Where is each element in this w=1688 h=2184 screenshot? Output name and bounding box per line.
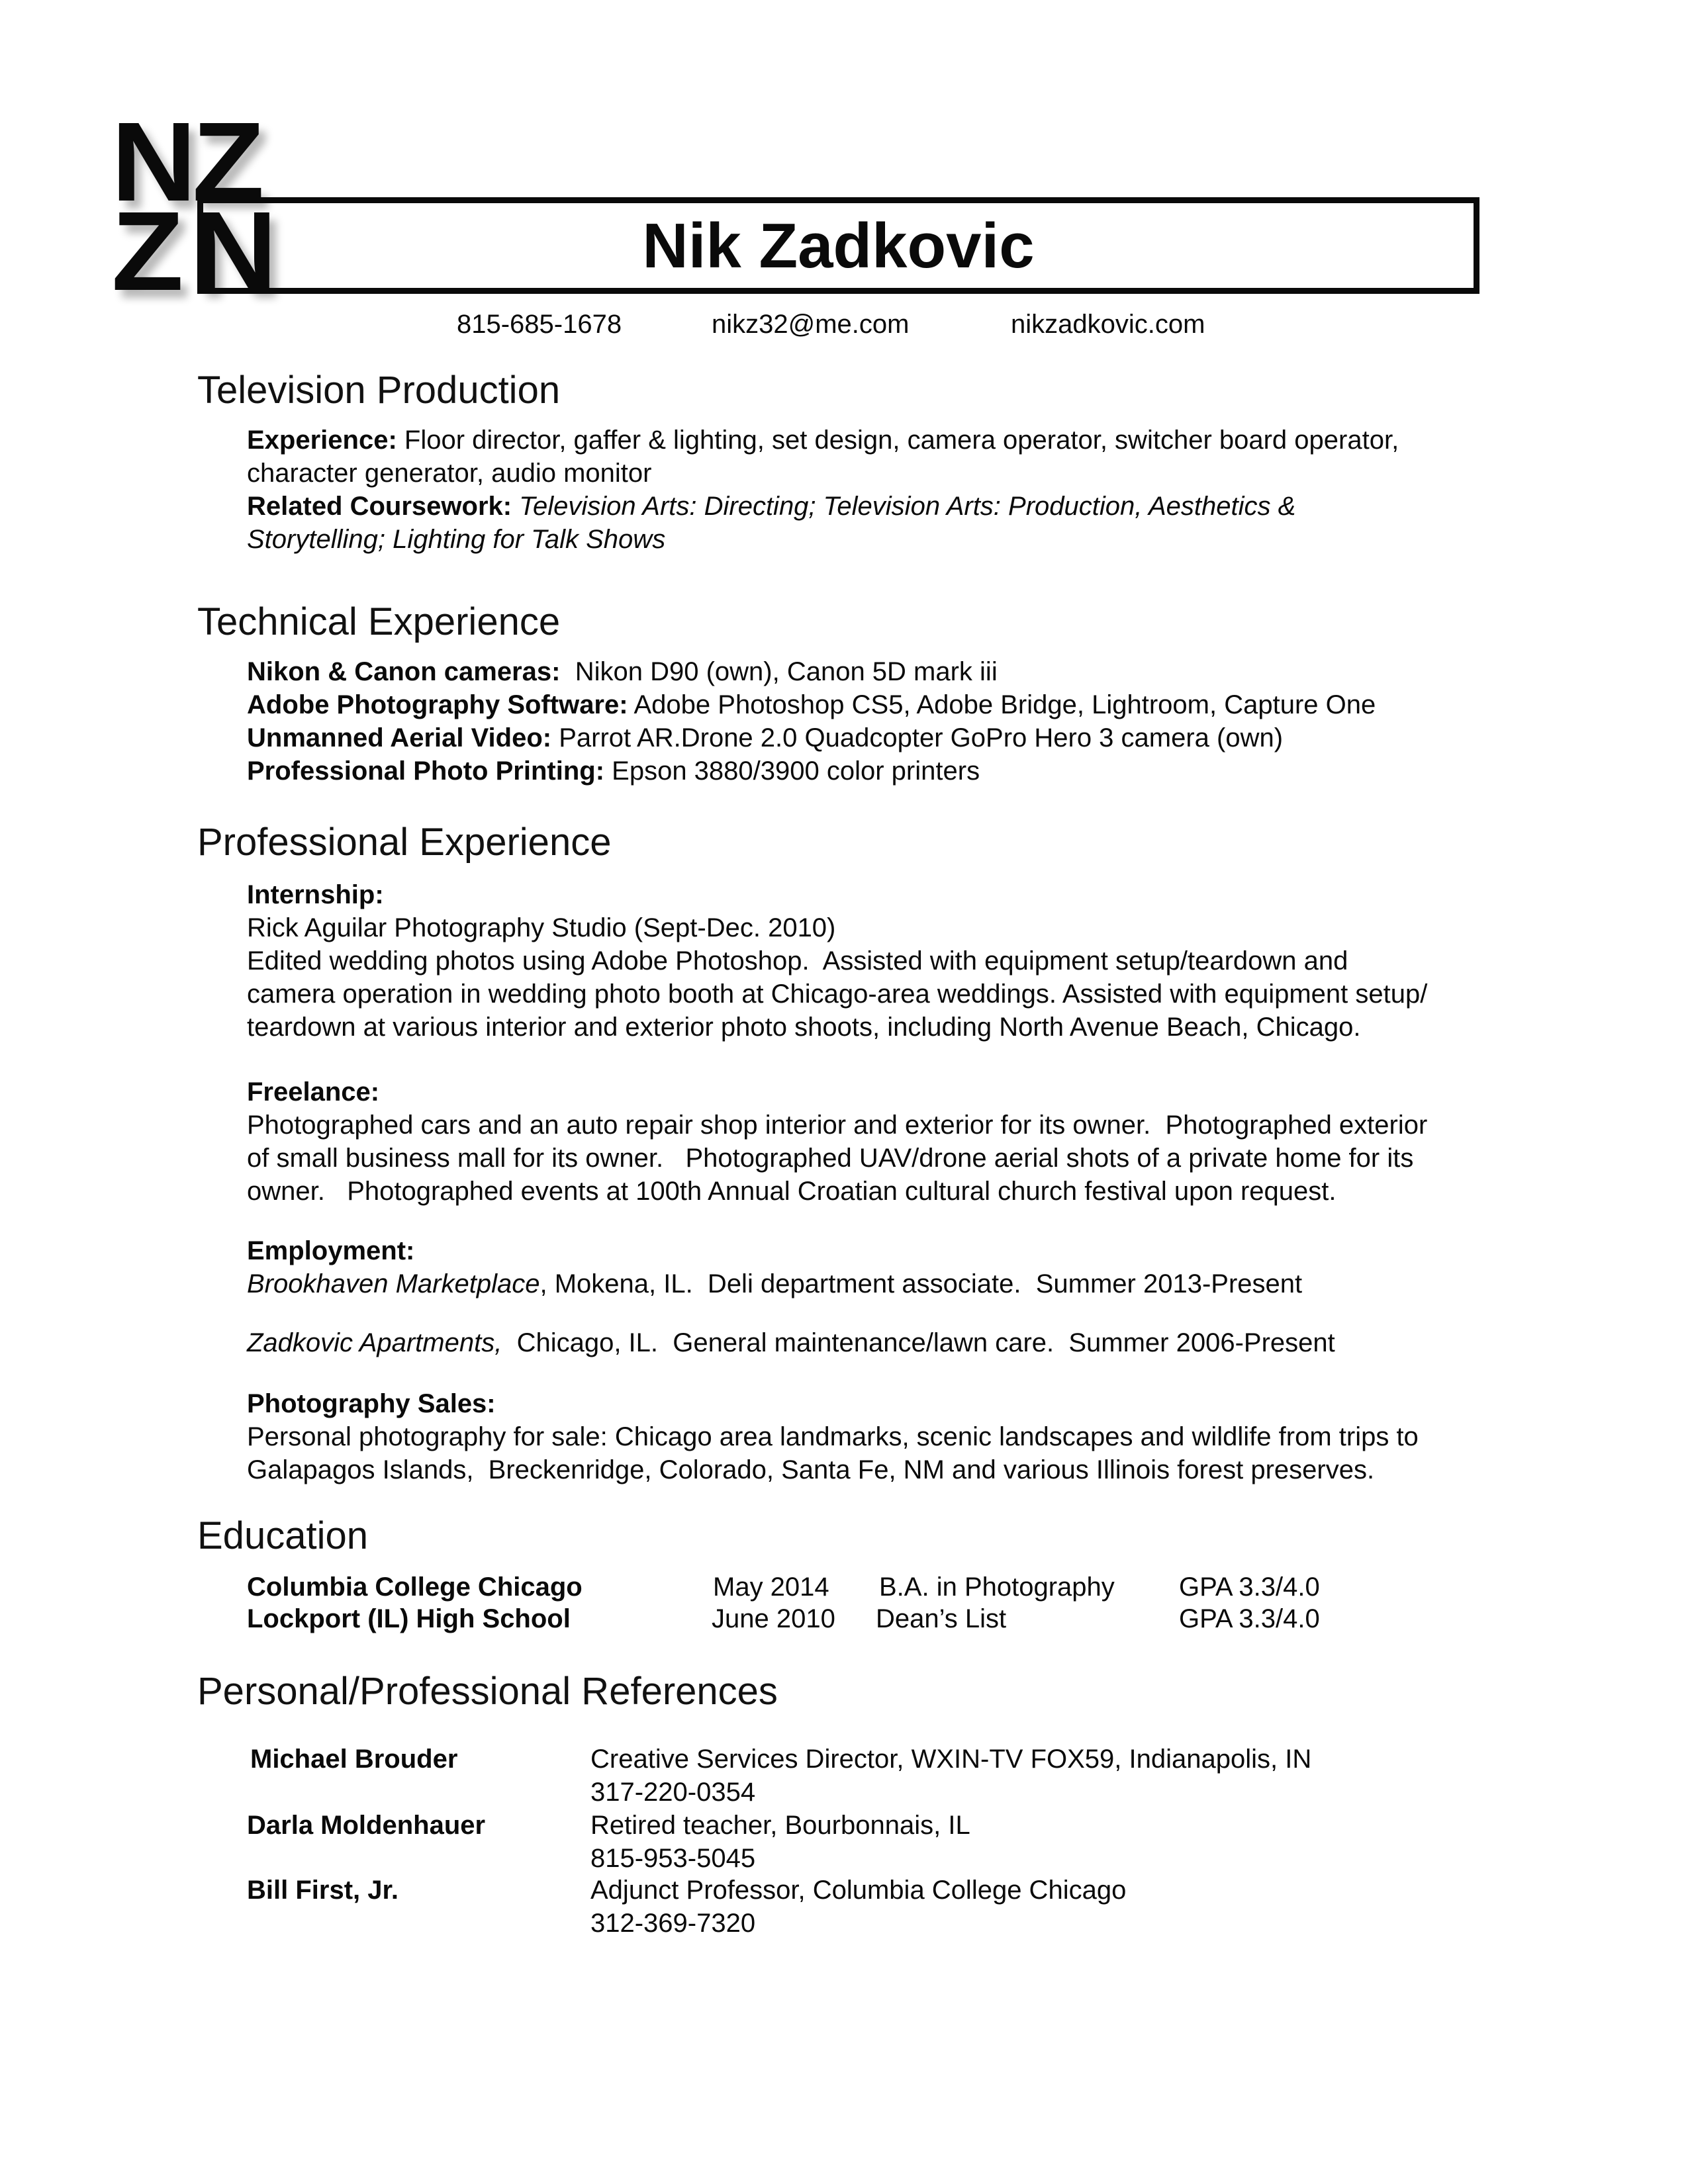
school-name: Columbia College Chicago — [247, 1572, 583, 1602]
internship-line: Edited wedding photos using Adobe Photoshop. Assisted with equipment setup/teardown and — [247, 946, 1348, 976]
internship-line: teardown at various interior and exterior photo shoots, including North Avenue Beach, Chicago. — [247, 1013, 1361, 1042]
logo-letter: N — [191, 189, 277, 314]
freelance-label: Freelance: — [247, 1077, 380, 1107]
sales-line: Personal photography for sale: Chicago area landmarks, scenic landscapes and wildlife from trips to — [247, 1422, 1419, 1451]
phone-number: 815-685-1678 — [457, 310, 622, 339]
email-address[interactable]: nikz32@me.com — [712, 310, 910, 339]
job-details: Chicago, IL. General maintenance/lawn care. Summer 2006-Present — [502, 1328, 1335, 1357]
coursework-line-2: Storytelling; Lighting for Talk Shows — [247, 525, 666, 554]
candidate-name: Nik Zadkovic — [642, 210, 1035, 281]
internship-line: camera operation in wedding photo booth at Chicago-area weddings. Assisted with equipment setup/ — [247, 979, 1428, 1009]
section-heading-technical-experience: Technical Experience — [197, 600, 561, 643]
technical-label: Adobe Photography Software: — [247, 690, 628, 719]
technical-item — [247, 655, 998, 688]
employment-label: Employment: — [247, 1236, 415, 1265]
reference-phone: 815-953-5045 — [590, 1844, 756, 1873]
reference-title: Creative Services Director, WXIN-TV FOX59, Indianapolis, IN — [590, 1745, 1312, 1774]
name-banner — [197, 197, 1479, 294]
employer-name: Zadkovic Apartments, — [247, 1328, 502, 1357]
tv-experience-line — [247, 424, 1399, 457]
employment-job — [247, 1326, 1335, 1359]
experience-label: Experience: — [247, 426, 397, 455]
coursework-label: Related Coursework: — [247, 492, 512, 521]
tv-experience-line-2: character generator, audio monitor — [247, 459, 652, 488]
technical-value: Parrot AR.Drone 2.0 Quadcopter GoPro Hero 3 camera (own) — [551, 723, 1284, 752]
section-heading-education: Education — [197, 1514, 368, 1557]
technical-label: Professional Photo Printing: — [247, 756, 605, 786]
logo-letter: Z — [111, 189, 184, 314]
coursework-line — [247, 490, 1295, 523]
employment-job — [247, 1267, 1302, 1300]
section-heading-professional-experience: Professional Experience — [197, 821, 612, 864]
degree: B.A. in Photography — [879, 1572, 1115, 1602]
website-link[interactable]: nikzadkovic.com — [1011, 310, 1205, 339]
section-heading-references: Personal/Professional References — [197, 1670, 778, 1713]
technical-value: Nikon D90 (own), Canon 5D mark iii — [560, 657, 998, 686]
reference-phone: 317-220-0354 — [590, 1778, 756, 1807]
reference-title: Retired teacher, Bourbonnais, IL — [590, 1811, 970, 1840]
section-heading-television-production: Television Production — [197, 369, 561, 412]
technical-value: Adobe Photoshop CS5, Adobe Bridge, Lightroom, Capture One — [628, 690, 1376, 719]
reference-phone: 312-369-7320 — [590, 1909, 756, 1938]
honor: Dean’s List — [876, 1604, 1007, 1633]
reference-name: Bill First, Jr. — [247, 1876, 399, 1905]
photography-sales-label: Photography Sales: — [247, 1389, 496, 1418]
gpa: GPA 3.3/4.0 — [1179, 1604, 1320, 1633]
reference-name: Darla Moldenhauer — [247, 1811, 486, 1840]
logo-letter: N — [111, 99, 197, 225]
school-name: Lockport (IL) High School — [247, 1604, 571, 1633]
graduation-date: June 2010 — [712, 1604, 835, 1633]
internship-label: Internship: — [247, 880, 384, 909]
employer-name: Brookhaven Marketplace — [247, 1269, 540, 1298]
logo-letter: Z — [192, 99, 265, 225]
technical-label: Unmanned Aerial Video: — [247, 723, 552, 752]
coursework-text: Television Arts: Directing; Television Arts: Production, Aesthetics & — [512, 492, 1296, 521]
technical-label: Nikon & Canon cameras: — [247, 657, 561, 686]
freelance-line: owner. Photographed events at 100th Annual Croatian cultural church festival upon request. — [247, 1177, 1336, 1206]
sales-line: Galapagos Islands, Breckenridge, Colorado, Santa Fe, NM and various Illinois forest preserves. — [247, 1455, 1375, 1484]
experience-text: Floor director, gaffer & lighting, set design, camera operator, switcher board operator, — [397, 426, 1399, 455]
technical-item — [247, 688, 1376, 721]
graduation-date: May 2014 — [713, 1572, 829, 1602]
job-details: , Mokena, IL. Deli department associate. Summer 2013-Present — [539, 1269, 1303, 1298]
freelance-line: Photographed cars and an auto repair shop interior and exterior for its owner. Photographed exterior — [247, 1111, 1428, 1140]
technical-value: Epson 3880/3900 color printers — [604, 756, 980, 786]
technical-item — [247, 721, 1283, 754]
gpa: GPA 3.3/4.0 — [1179, 1572, 1320, 1602]
internship-line: Rick Aguilar Photography Studio (Sept-Dec. 2010) — [247, 913, 836, 942]
reference-name: Michael Brouder — [250, 1745, 458, 1774]
freelance-line: of small business mall for its owner. Photographed UAV/drone aerial shots of a private home for its — [247, 1144, 1414, 1173]
reference-title: Adjunct Professor, Columbia College Chicago — [590, 1876, 1127, 1905]
technical-item — [247, 754, 980, 788]
